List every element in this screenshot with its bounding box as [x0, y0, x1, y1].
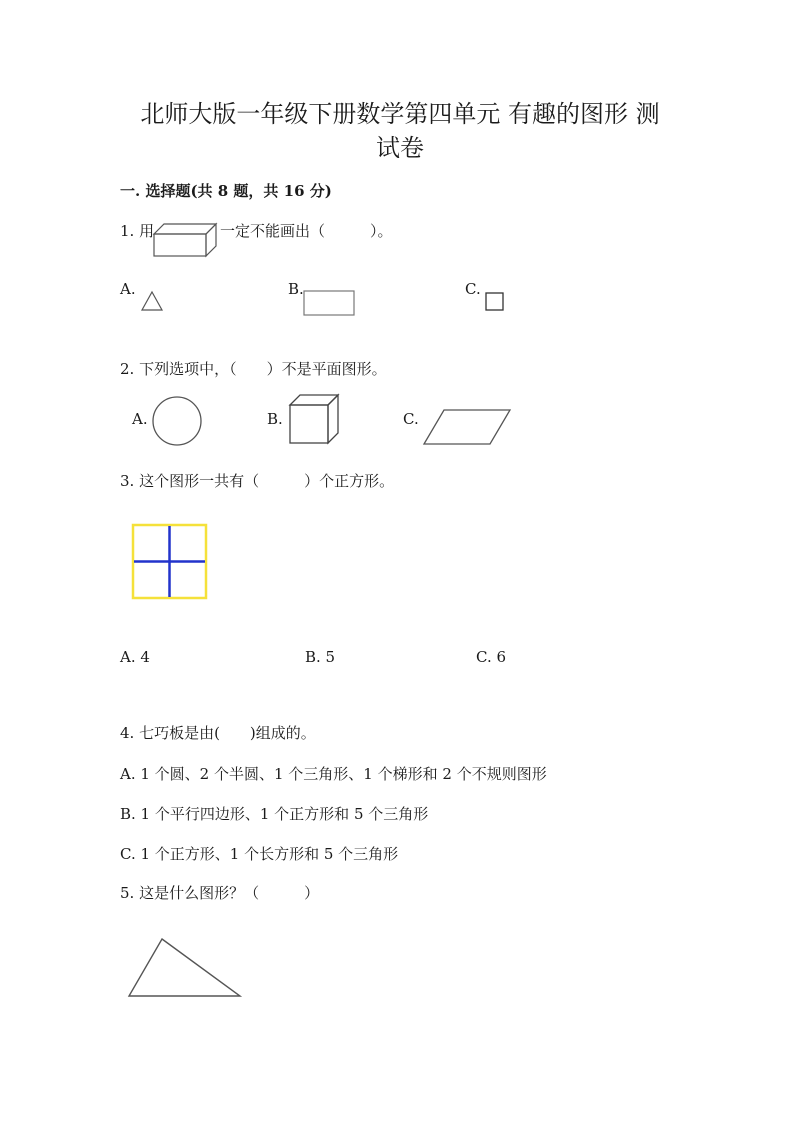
q3-option-a: A. 4	[120, 648, 150, 666]
question-5-text: 5. 这是什么图形？（ ）	[120, 884, 320, 902]
cube-shape	[288, 393, 342, 445]
q4-option-a: A. 1 个圆、2 个半圆、1 个三角形、1 个梯形和 2 个不规则图形	[120, 765, 547, 783]
question-2-text: 2. 下列选项中，（ ）不是平面图形。	[120, 360, 387, 378]
question-4-text: 4. 七巧板是由( )组成的。	[120, 724, 316, 742]
question-1-suffix: 一定不能画出（ ）。	[220, 222, 393, 240]
circle-shape	[150, 394, 204, 448]
q4-option-b: B. 1 个平行四边形、1 个正方形和 5 个三角形	[120, 805, 429, 823]
parallelogram-shape	[424, 408, 512, 446]
q2-option-a-label: A.	[132, 410, 148, 428]
q1-option-c-label: C.	[465, 280, 481, 298]
q3-option-b: B. 5	[305, 648, 336, 666]
square-shape	[485, 292, 505, 312]
q2-option-c-label: C.	[403, 410, 419, 428]
q2-option-b-label: B.	[267, 410, 283, 428]
q3-option-c: C. 6	[476, 648, 507, 666]
q1-option-a-label: A.	[120, 280, 136, 298]
page-title-line1: 北师大版一年级下册数学第四单元 有趣的图形 测	[140, 100, 660, 128]
rectangle-shape	[303, 290, 355, 316]
obtuse-triangle-figure	[126, 936, 244, 1000]
section-heading: 一. 选择题(共 8 题，共 16 分)	[120, 182, 332, 200]
grid-square-figure	[131, 523, 209, 601]
q1-option-b-label: B.	[288, 280, 304, 298]
page-title-line2: 试卷	[376, 134, 424, 162]
question-3-text: 3. 这个图形一共有（ ）个正方形。	[120, 472, 395, 490]
cuboid-figure	[152, 222, 218, 258]
q4-option-c: C. 1 个正方形、1 个长方形和 5 个三角形	[120, 845, 399, 863]
question-1-prefix: 1. 用	[120, 222, 155, 240]
triangle-shape	[140, 290, 164, 312]
